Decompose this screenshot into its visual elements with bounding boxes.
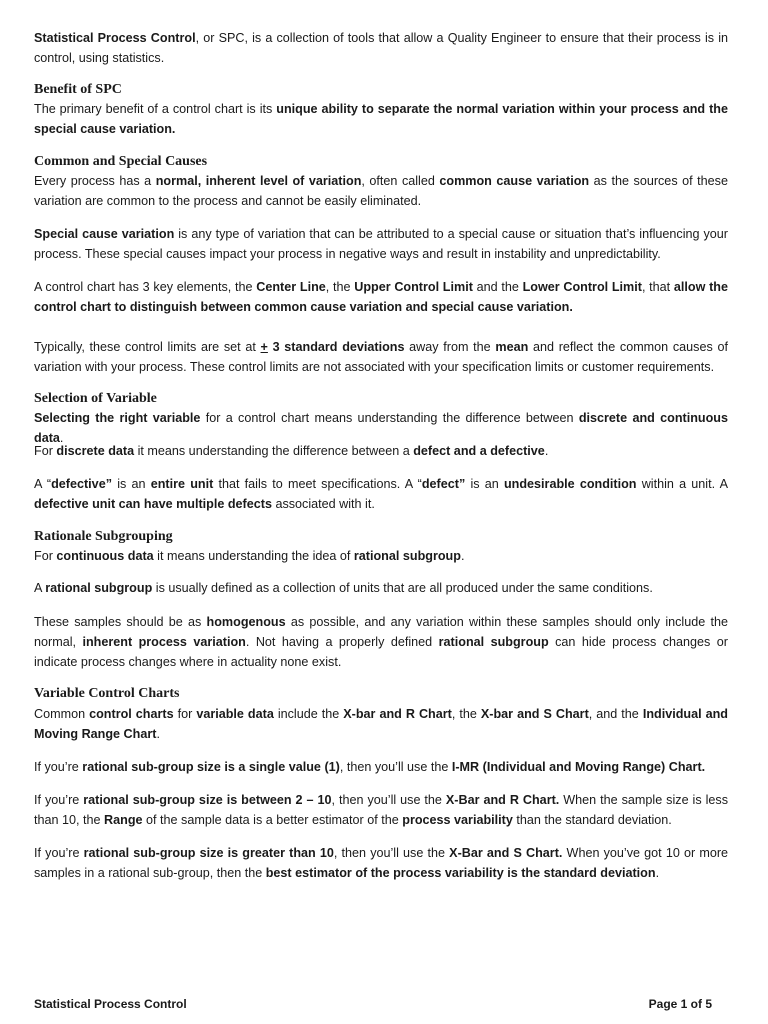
text-run: for (173, 707, 197, 721)
text-run: is an (465, 477, 504, 491)
text-run: of the sample data is a better estimator of the (142, 813, 403, 827)
paragraph (34, 843, 728, 883)
text-run: is any type of variation that can be attributed to a special cause or situation that’s influencing your process. These special causes impact your process in negative ways and result in instability and unpredictability. (34, 227, 728, 261)
bold-text: process variability (402, 813, 513, 827)
bold-text: common cause variation (439, 174, 590, 188)
text-run: A (34, 581, 46, 595)
text-run: as the sources of these variation are common to the process and cannot be easily eliminated. (34, 174, 728, 208)
bold-text: Statistical Process Control (34, 31, 196, 45)
bold-text: rational subgroup (438, 635, 549, 649)
bold-text: rational subgroup (353, 549, 461, 563)
bold-text: homogenous (206, 615, 286, 629)
section-heading: Benefit of SPC (34, 82, 122, 97)
text-run: . Not having a properly defined (245, 635, 439, 649)
bold-text: defect and a defective (413, 444, 545, 458)
bold-text: 3 standard deviations (267, 340, 405, 354)
bold-text: normal, inherent level of variation (155, 174, 362, 188)
text-run: , the (451, 707, 481, 721)
bold-text: Center Line (256, 280, 326, 294)
text-run: , the (325, 280, 355, 294)
bold-text: variable data (196, 707, 274, 721)
text-run: , that (641, 280, 674, 294)
bold-text: rational sub-group size is between 2 – 10 (83, 793, 332, 807)
text-run: include the (273, 707, 344, 721)
bold-text: mean (495, 340, 529, 354)
text-run: , often called (361, 174, 440, 188)
text-run: When you’ve got 10 or more samples in a rational sub-group, then the (34, 846, 729, 880)
paragraph (34, 790, 728, 830)
bold-text: discrete data (56, 444, 135, 458)
bold-text: Upper Control Limit (354, 280, 473, 294)
text-run: , or SPC, is a collection of tools that allow a Quality Engineer to ensure that their process is in control, using statistics. (34, 31, 728, 65)
bold-text: discrete and continuous data (34, 411, 728, 445)
bold-text: entire unit (150, 477, 214, 491)
text-run: is usually defined as a collection of units that are all produced under the same conditions. (152, 581, 653, 595)
text-run: for a control chart means understanding the difference between (200, 411, 579, 425)
text-run: Typically, these control limits are set at (34, 340, 261, 354)
text-run: and reflect the common causes of variation with your process. These control limits are not associated with your specification limits or customer requirements. (34, 340, 728, 374)
bold-text: control charts (89, 707, 174, 721)
bold-text: Selecting the right variable (34, 411, 201, 425)
section-heading: Selection of Variable (34, 391, 157, 406)
text-run: A “ (34, 477, 52, 491)
paragraph (34, 578, 728, 598)
text-run: is an (112, 477, 151, 491)
text-run: A control chart has 3 key elements, the (34, 280, 257, 294)
text-run: . (59, 431, 64, 445)
text-run: Every process has a (34, 174, 156, 188)
paragraph (34, 474, 728, 514)
bold-text: X-Bar and S Chart. (449, 846, 563, 860)
text-run: For (34, 549, 57, 563)
bold-text: defective” (51, 477, 112, 491)
footer-document-title: Statistical Process Control (34, 997, 187, 1011)
paragraph (34, 612, 728, 672)
text-run: The primary benefit of a control chart is its (34, 102, 277, 116)
bold-text: X-bar and S Chart (480, 707, 589, 721)
text-run: These samples should be as (34, 615, 207, 629)
bold-text: Range (104, 813, 143, 827)
bold-text: Special cause variation (34, 227, 175, 241)
bold-text: rational subgroup (45, 581, 153, 595)
text-run: within a unit. A (636, 477, 728, 491)
text-run: If you’re (34, 793, 84, 807)
footer-page-number: Page 1 of 5 (648, 997, 712, 1011)
paragraph (34, 704, 728, 744)
text-run: , and the (588, 707, 643, 721)
section-heading: Rationale Subgrouping (34, 529, 173, 544)
section-heading: Common and Special Causes (34, 154, 208, 169)
bold-text: unique ability to separate the normal variation within your process and the special cause variation. (34, 102, 728, 136)
text-run: away from the (404, 340, 496, 354)
text-run: . (156, 727, 160, 741)
text-run: that fails to meet specifications. A “ (213, 477, 422, 491)
bold-text: defect” (421, 477, 466, 491)
bold-text: inherent process variation (82, 635, 246, 649)
text-run: as possible, and any variation within these samples should only include the normal, (34, 615, 728, 649)
text-run: Common (34, 707, 90, 721)
bold-text: X-bar and R Chart (343, 707, 452, 721)
text-run: For (34, 444, 57, 458)
paragraph (34, 546, 728, 566)
text-run: , then you’ll use the (331, 793, 446, 807)
text-run: , then you’ll use the (339, 760, 452, 774)
paragraph (34, 171, 728, 211)
text-run: it means understanding the difference between a (134, 444, 414, 458)
paragraph (34, 99, 728, 139)
bold-text: Individual and Moving Range Chart (34, 707, 728, 741)
paragraph (34, 441, 728, 461)
bold-text: + (260, 340, 268, 354)
text-run: . (544, 444, 549, 458)
text-run: When the sample size is less than 10, the (34, 793, 729, 827)
paragraph (34, 224, 728, 264)
bold-text: continuous data (56, 549, 154, 563)
bold-text: undesirable condition (503, 477, 637, 491)
text-run: it means understanding the idea of (153, 549, 354, 563)
text-run: If you’re (34, 760, 83, 774)
bold-text: allow the control chart to distinguish between common cause variation and special cause variation. (34, 280, 728, 314)
text-run: than the standard deviation. (512, 813, 672, 827)
paragraph (34, 277, 728, 317)
bold-text: defective unit can have multiple defects (34, 497, 272, 511)
bold-text: Lower Control Limit (522, 280, 642, 294)
bold-text: X-Bar and R Chart. (445, 793, 560, 807)
bold-text: best estimator of the process variability is the standard deviation (265, 866, 656, 880)
text-run: can hide process changes or indicate process changes where in actuality none exist. (34, 635, 728, 669)
text-run: , then you’ll use the (333, 846, 450, 860)
text-run: associated with it. (271, 497, 375, 511)
text-run: and the (472, 280, 523, 294)
section-heading: Variable Control Charts (34, 686, 180, 701)
text-run: . (655, 866, 660, 880)
paragraph (34, 337, 728, 377)
paragraph (34, 757, 728, 777)
bold-text: rational sub-group size is greater than 10 (83, 846, 334, 860)
text-run: . (460, 549, 465, 563)
text-run: If you’re (34, 846, 84, 860)
bold-text: rational sub-group size is a single value (1) (82, 760, 340, 774)
paragraph (34, 28, 728, 68)
bold-text: I-MR (Individual and Moving Range) Chart. (451, 760, 706, 774)
